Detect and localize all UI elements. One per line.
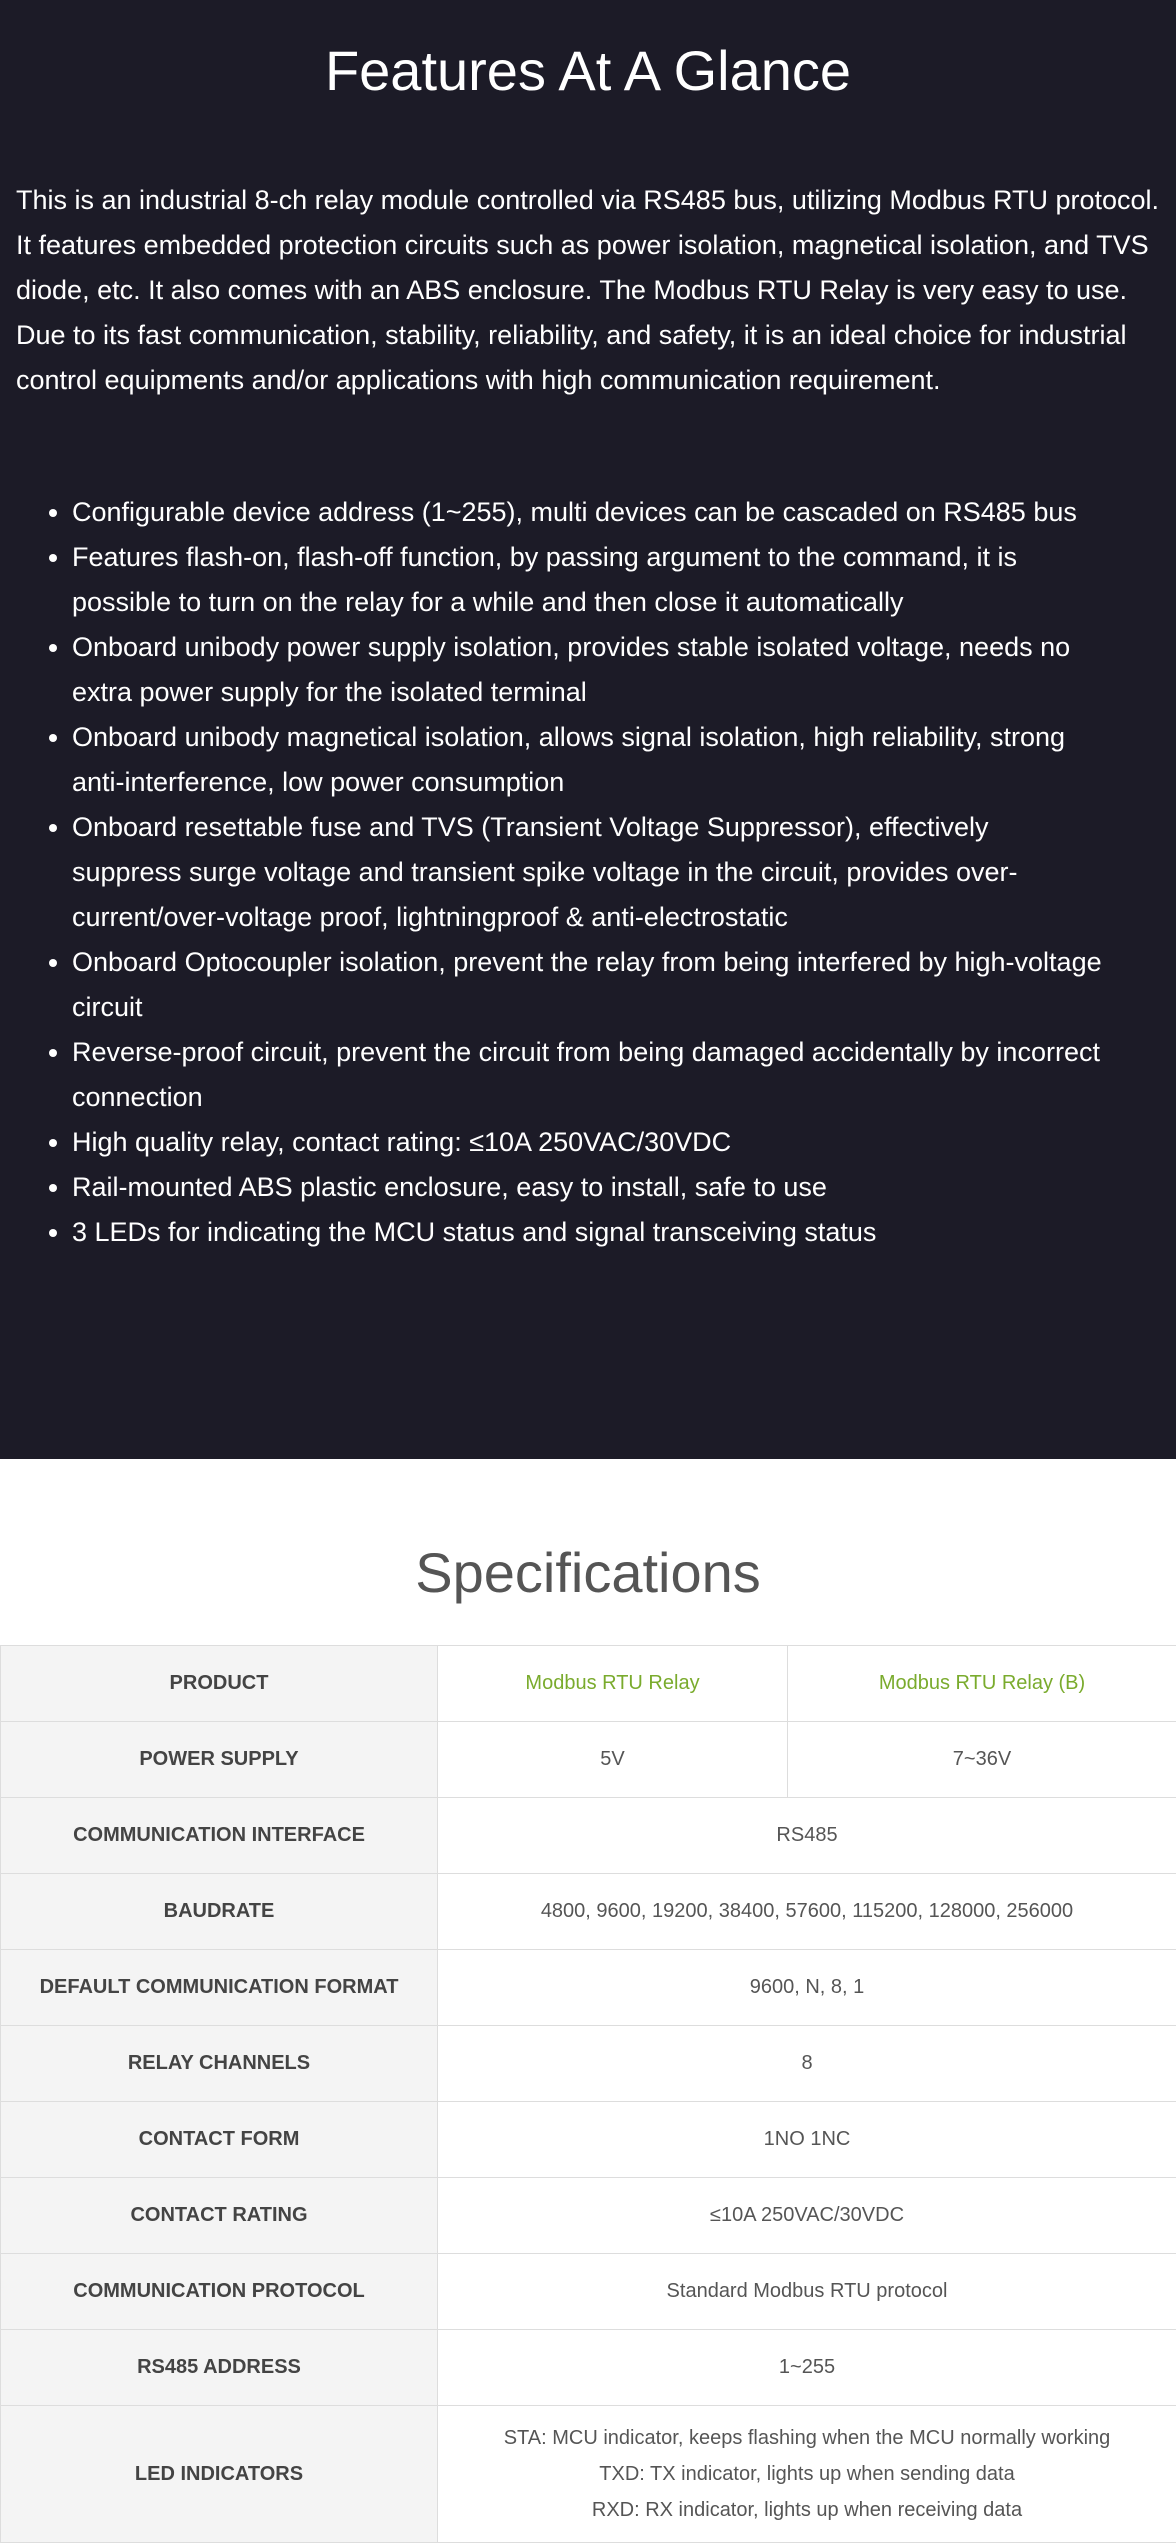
led-indicators-value (438, 2406, 1176, 2543)
row-value: RS485 (438, 1798, 1176, 1874)
table-row (1, 2178, 1176, 2254)
row-label: COMMUNICATION INTERFACE (1, 1798, 438, 1874)
row-label: CONTACT RATING (1, 2178, 438, 2254)
row-value: 5V (438, 1722, 788, 1798)
row-value: 8 (438, 2026, 1176, 2102)
features-intro: This is an industrial 8-ch relay module controlled via RS485 bus, utilizing Modbus RTU protocol. It features embedded protection circuits such as power isolation, magnetical isolation, and TVS diode, etc. It also comes with an ABS enclosure. The Modbus RTU Relay is very easy to use. Due to its fast communication, stability, reliability, and safety, it is an ideal choice for industrial control equipments and/or applications with high communication requirement. (16, 178, 1160, 403)
row-label: PRODUCT (1, 1646, 438, 1722)
led-line-txd: TXD: TX indicator, lights up when sending data (446, 2456, 1168, 2492)
row-value: 7~36V (788, 1722, 1176, 1798)
specifications-title: Specifications (0, 1459, 1176, 1645)
row-value: 1NO 1NC (438, 2102, 1176, 2178)
feature-item: • High quality relay, contact rating: ≤10A 250VAC/30VDC (72, 1120, 1102, 1165)
row-label: DEFAULT COMMUNICATION FORMAT (1, 1950, 438, 2026)
table-row (1, 2026, 1176, 2102)
feature-item: • Onboard resettable fuse and TVS (Transient Voltage Suppressor), effectively suppress surge voltage and transient spike voltage in the circuit, provides over-current/over-voltage proof, lightningproof & anti-electrostatic (72, 805, 1102, 940)
feature-item: • 3 LEDs for indicating the MCU status and signal transceiving status (72, 1210, 1102, 1255)
table-row (1, 2406, 1176, 2543)
table-row (1, 2330, 1176, 2406)
table-row (1, 1798, 1176, 1874)
product-a-link[interactable]: Modbus RTU Relay (438, 1646, 788, 1722)
row-label: POWER SUPPLY (1, 1722, 438, 1798)
row-value: 4800, 9600, 19200, 38400, 57600, 115200, 128000, 256000 (438, 1874, 1176, 1950)
row-value: ≤10A 250VAC/30VDC (438, 2178, 1176, 2254)
feature-item: • Configurable device address (1~255), multi devices can be cascaded on RS485 bus (72, 490, 1102, 535)
row-label: COMMUNICATION PROTOCOL (1, 2254, 438, 2330)
table-row (1, 1950, 1176, 2026)
feature-item: • Onboard unibody power supply isolation, provides stable isolated voltage, needs no extra power supply for the isolated terminal (72, 625, 1102, 715)
row-value: 1~255 (438, 2330, 1176, 2406)
product-b-link[interactable]: Modbus RTU Relay (B) (788, 1646, 1176, 1722)
specifications-section (0, 1459, 1176, 2543)
table-row (1, 2102, 1176, 2178)
table-row (1, 1874, 1176, 1950)
feature-item: • Onboard Optocoupler isolation, prevent the relay from being interfered by high-voltage circuit (72, 940, 1102, 1030)
table-row (1, 1722, 1176, 1798)
features-list (16, 490, 1160, 1255)
row-label: LED INDICATORS (1, 2406, 438, 2543)
features-title: Features At A Glance (16, 36, 1160, 106)
feature-item: • Rail-mounted ABS plastic enclosure, easy to install, safe to use (72, 1165, 1102, 1210)
specifications-table (0, 1645, 1176, 2543)
led-line-sta: STA: MCU indicator, keeps flashing when the MCU normally working (446, 2420, 1168, 2456)
row-label: RELAY CHANNELS (1, 2026, 438, 2102)
table-row (1, 2254, 1176, 2330)
feature-item: • Reverse-proof circuit, prevent the circuit from being damaged accidentally by incorrect connection (72, 1030, 1102, 1120)
row-label: CONTACT FORM (1, 2102, 438, 2178)
row-label: RS485 ADDRESS (1, 2330, 438, 2406)
feature-item: • Onboard unibody magnetical isolation, allows signal isolation, high reliability, strong anti-interference, low power consumption (72, 715, 1102, 805)
feature-item: • Features flash-on, flash-off function, by passing argument to the command, it is possible to turn on the relay for a while and then close it automatically (72, 535, 1102, 625)
table-row (1, 1646, 1176, 1722)
row-value: Standard Modbus RTU protocol (438, 2254, 1176, 2330)
row-label: BAUDRATE (1, 1874, 438, 1950)
row-value: 9600, N, 8, 1 (438, 1950, 1176, 2026)
led-line-rxd: RXD: RX indicator, lights up when receiving data (446, 2492, 1168, 2528)
